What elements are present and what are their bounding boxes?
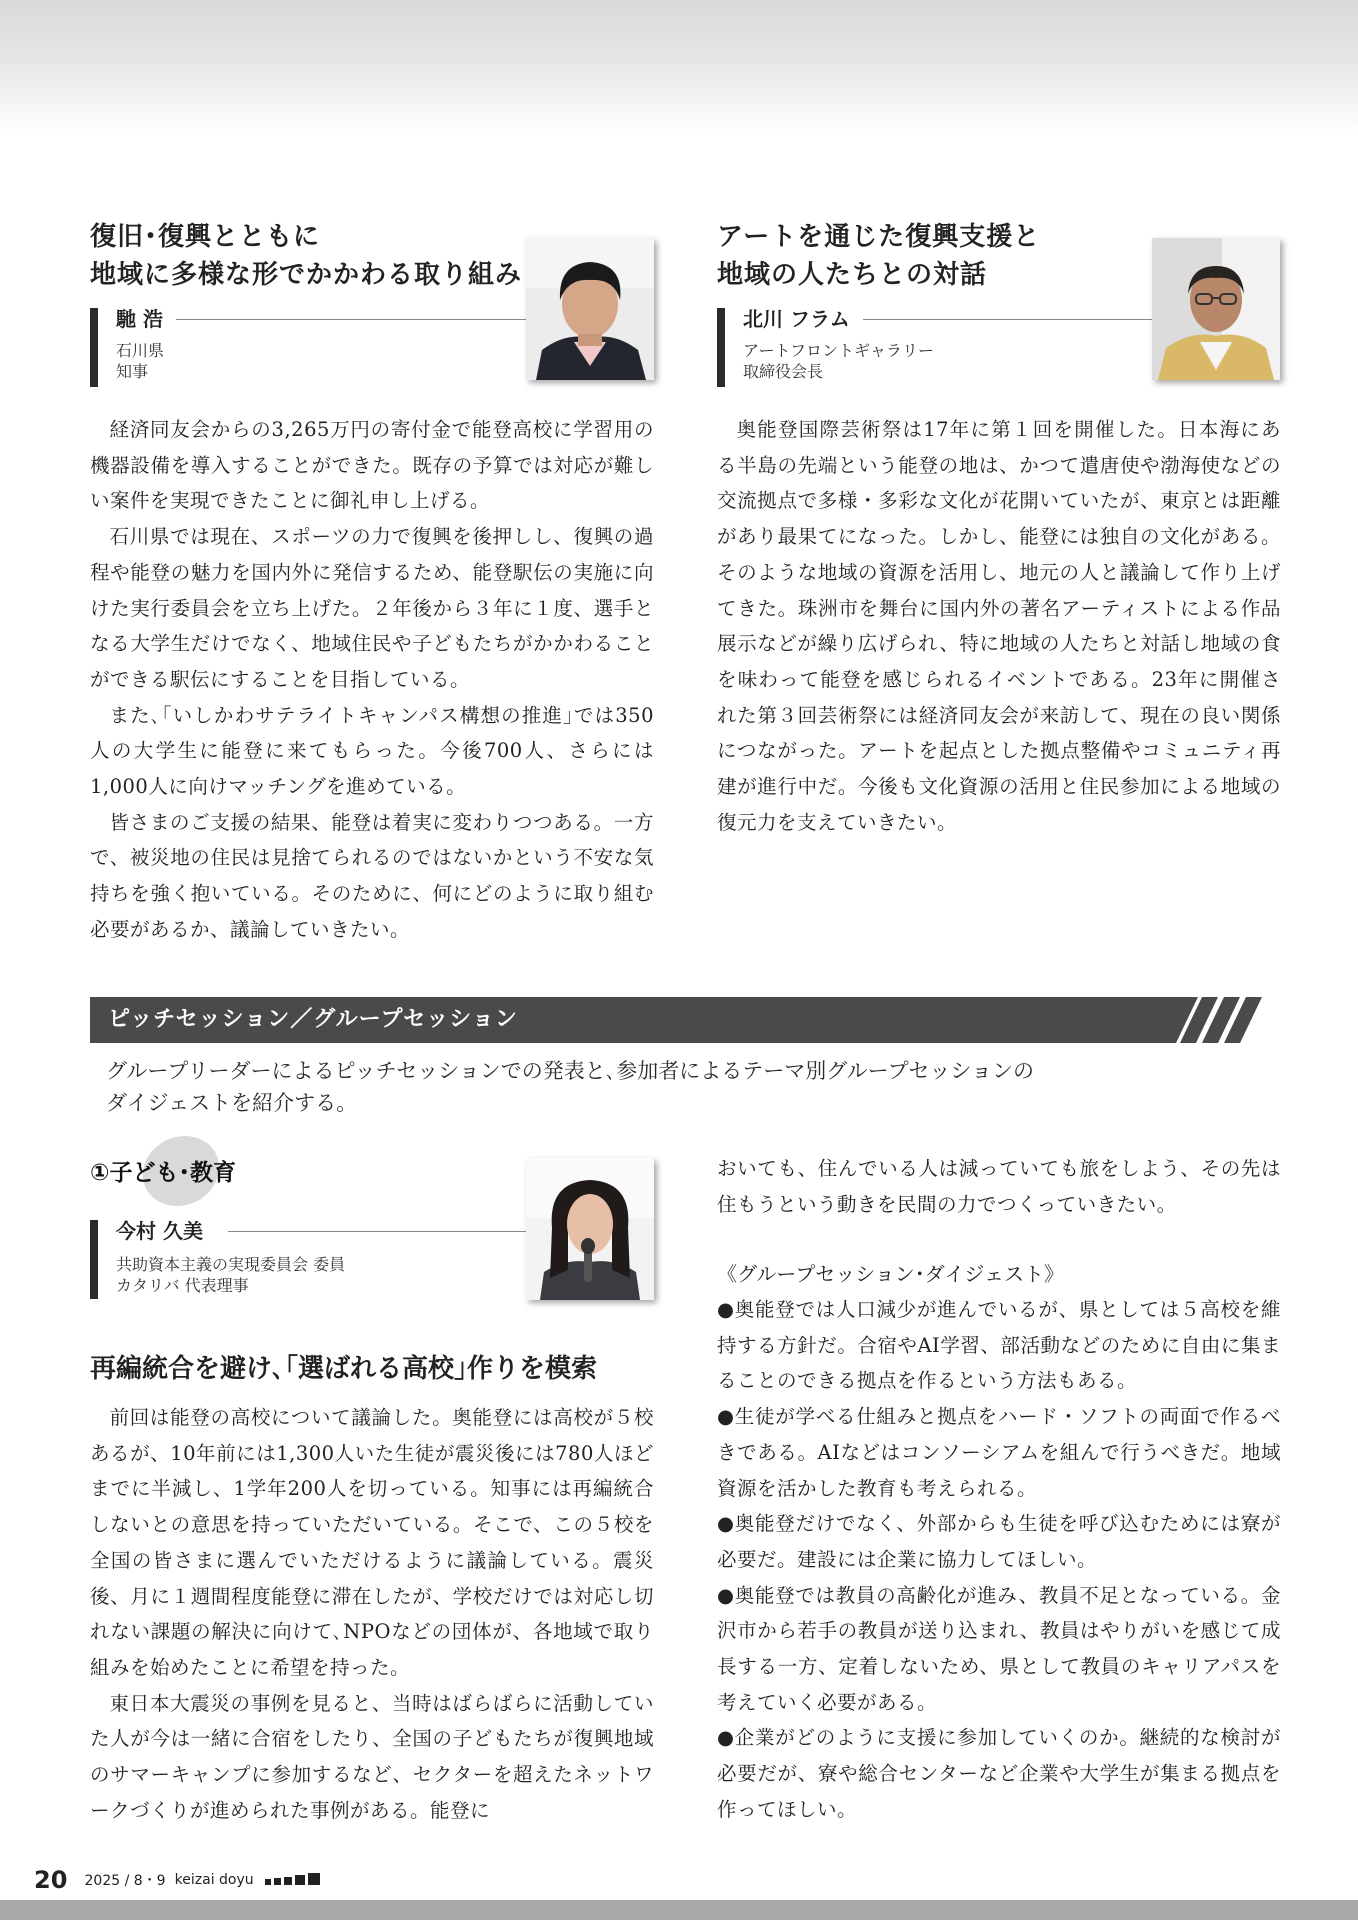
list-item: ●企業がどのように支援に参加していくのか。継続的な検討が必要だが、寮や総合センターなど企業や大学生が集まる拠点を作ってほしい。 <box>717 1726 1281 1821</box>
list-item: ●奥能登では教員の高齢化が進み、教員不足となっている。金沢市から若手の教員が送り込まれ、教員はやりがいを感じて成長する一方、定着しないため、県として教員のキャリアパスを考えていく必要がある。 <box>717 1583 1281 1714</box>
list-item: ●奥能登だけでなく、外部からも生徒を呼び込むためには寮が必要だ。建設には企業に協力してほしい。 <box>717 1512 1281 1571</box>
pitch-topic-title: ①子ども･教育 <box>90 1160 236 1186</box>
page-footer <box>34 1866 325 1892</box>
pitch-speaker-position: カタリバ 代表理事 <box>116 1276 249 1295</box>
footer-squares-decoration <box>265 1871 325 1890</box>
left-speaker-name: 馳 浩 <box>116 307 163 331</box>
pitch-headline: 再編統合を避け､｢選ばれる高校｣作りを模索 <box>90 1354 598 1384</box>
pitch-body <box>90 1400 654 1828</box>
section-intro-line2: ダイジェストを紹介する。 <box>106 1091 358 1115</box>
paragraph: 奥能登国際芸術祭は17年に第１回を開催した。日本海にある半島の先端という能登の地は、かつて遣唐使や渤海使などの交流拠点で多様・多彩な文化が花開いていたが、東京とは距離があり最果てになった。しかし、能登には独自の文化がある。そのような地域の資源を活用し、地元の人と議論して作り上げてきた。珠洲市を舞台に国内外の著名アーティストによる作品展示などが繰り広げられ、特に地域の人たちと対話し地域の食を味わって能登を感じられるイベントである。23年に開催された第３回芸術祭には経済同友会が来訪して、現在の良い関係につながった。アートを起点とした拠点整備やコミュニティ再建が進行中だ。今後も文化資源の活用と住民参加による地域の復元力を支えていきたい。 <box>717 418 1281 834</box>
right-speaker-photo <box>1152 238 1280 380</box>
list-item: ●奥能登では人口減少が進んでいるが、県としては５高校を維持する方針だ。合宿やAI学習、部活動などのために自由に集まることのできる拠点を作るという方法もある。 <box>717 1298 1281 1393</box>
pitch-body-continued <box>717 1151 1281 1222</box>
right-speaker-affiliation: アートフロントギャラリー <box>743 341 935 360</box>
paragraph: 東日本大震災の事例を見ると、当時はばらばらに活動していた人が今は一緒に合宿をしたり、全国の子どもたちが復興地域のサマーキャンプに参加するなど、セクターを超えたネットワークづくりが進められた事例がある。能登に <box>90 1691 654 1822</box>
paragraph: また､｢いしかわサテライトキャンパス構想の推進｣では350人の大学生に能登に来てもらった。今後700人、さらには1,000人に向けマッチングを進めている。 <box>90 703 654 799</box>
left-speaker-position: 知事 <box>116 362 149 381</box>
paragraph: 前回は能登の高校について議論した。奥能登には高校が５校あるが、10年前には1,300人いた生徒が震災後には780人ほどまでに半減し、1学年200人を切っている。知事には再編統合しないとの意思を持っていただいている。そこで、この５校を全国の皆さまに選んでいただけるように議論している。震災後、月に１週間程度能登に滞在したが、学校だけでは対応し切れない課題の解決に向けて､NPOなどの団体が、各地域で取り組みを始めたことに希望を持った。 <box>90 1406 654 1679</box>
right-name-marker <box>717 308 725 387</box>
section-intro-line1: グループリーダーによるピッチセッションでの発表と､参加者によるテーマ別グループセッションの <box>106 1059 1034 1083</box>
right-speaker-body <box>717 412 1281 840</box>
section-intro <box>106 1055 1186 1119</box>
pitch-speaker-photo <box>526 1158 654 1300</box>
page-number: 20 <box>34 1866 68 1894</box>
pitch-speaker-affiliation: 共助資本主義の実現委員会 委員 <box>116 1255 346 1274</box>
bottom-bar <box>0 1900 1358 1920</box>
left-title-line2: 地域に多様な形でかかわる取り組み <box>90 260 523 290</box>
right-speaker-position: 取締役会長 <box>743 362 824 381</box>
left-speaker-body <box>90 412 654 948</box>
left-name-marker <box>90 308 98 387</box>
section-banner-title: ピッチセッション／グループセッション <box>108 1007 518 1032</box>
list-item: ●生徒が学べる仕組みと拠点をハード・ソフトの両面で作るべきである。AIなどはコンソーシアムを組んで行うべきだ。地域資源を活かした教育も考えられる。 <box>717 1405 1281 1500</box>
paragraph: 石川県では現在、スポーツの力で復興を後押しし、復興の過程や能登の魅力を国内外に発信するため、能登駅伝の実施に向けた実行委員会を立ち上げた。２年後から３年に１度、選手となる大学生だけでなく、地域住民や子どもたちがかかわることができる駅伝にすることを目指している。 <box>90 525 654 691</box>
right-title-line2: 地域の人たちとの対話 <box>717 260 988 290</box>
digest-title: 《グループセッション･ダイジェスト》 <box>717 1262 1064 1286</box>
right-speaker-title <box>717 218 1040 294</box>
left-title-line1: 復旧･復興とともに <box>90 222 321 252</box>
paragraph: 皆さまのご支援の結果、能登は着実に変わりつつある。一方で、被災地の住民は見捨てられるのではないかという不安な気持ちを強く抱いている。そのために、何にどのように取り組む必要があるか、議論していきたい。 <box>90 810 654 941</box>
top-shade <box>0 0 1358 135</box>
left-speaker-affiliation: 石川県 <box>116 341 165 360</box>
paragraph: おいても、住んでいる人は減っていても旅をしよう、その先は住もうという動きを民間の力でつくっていきたい。 <box>717 1157 1281 1216</box>
issue-date: 2025 / 8・9 <box>84 1873 166 1889</box>
left-speaker-photo <box>526 238 654 380</box>
section-banner <box>90 997 1275 1043</box>
pitch-name-marker <box>90 1220 98 1299</box>
left-speaker-title <box>90 218 522 294</box>
pitch-speaker-name: 今村 久美 <box>116 1219 203 1243</box>
paragraph: 経済同友会からの3,265万円の寄付金で能登高校に学習用の機器設備を導入することができた。既存の予算では対応が難しい案件を実現できたことに御礼申し上げる。 <box>90 418 654 513</box>
digest-list <box>717 1292 1281 1828</box>
right-title-line1: アートを通じた復興支援と <box>717 222 1041 252</box>
magazine-name: keizai doyu <box>174 1872 254 1888</box>
right-speaker-name: 北川 フラム <box>743 307 850 331</box>
